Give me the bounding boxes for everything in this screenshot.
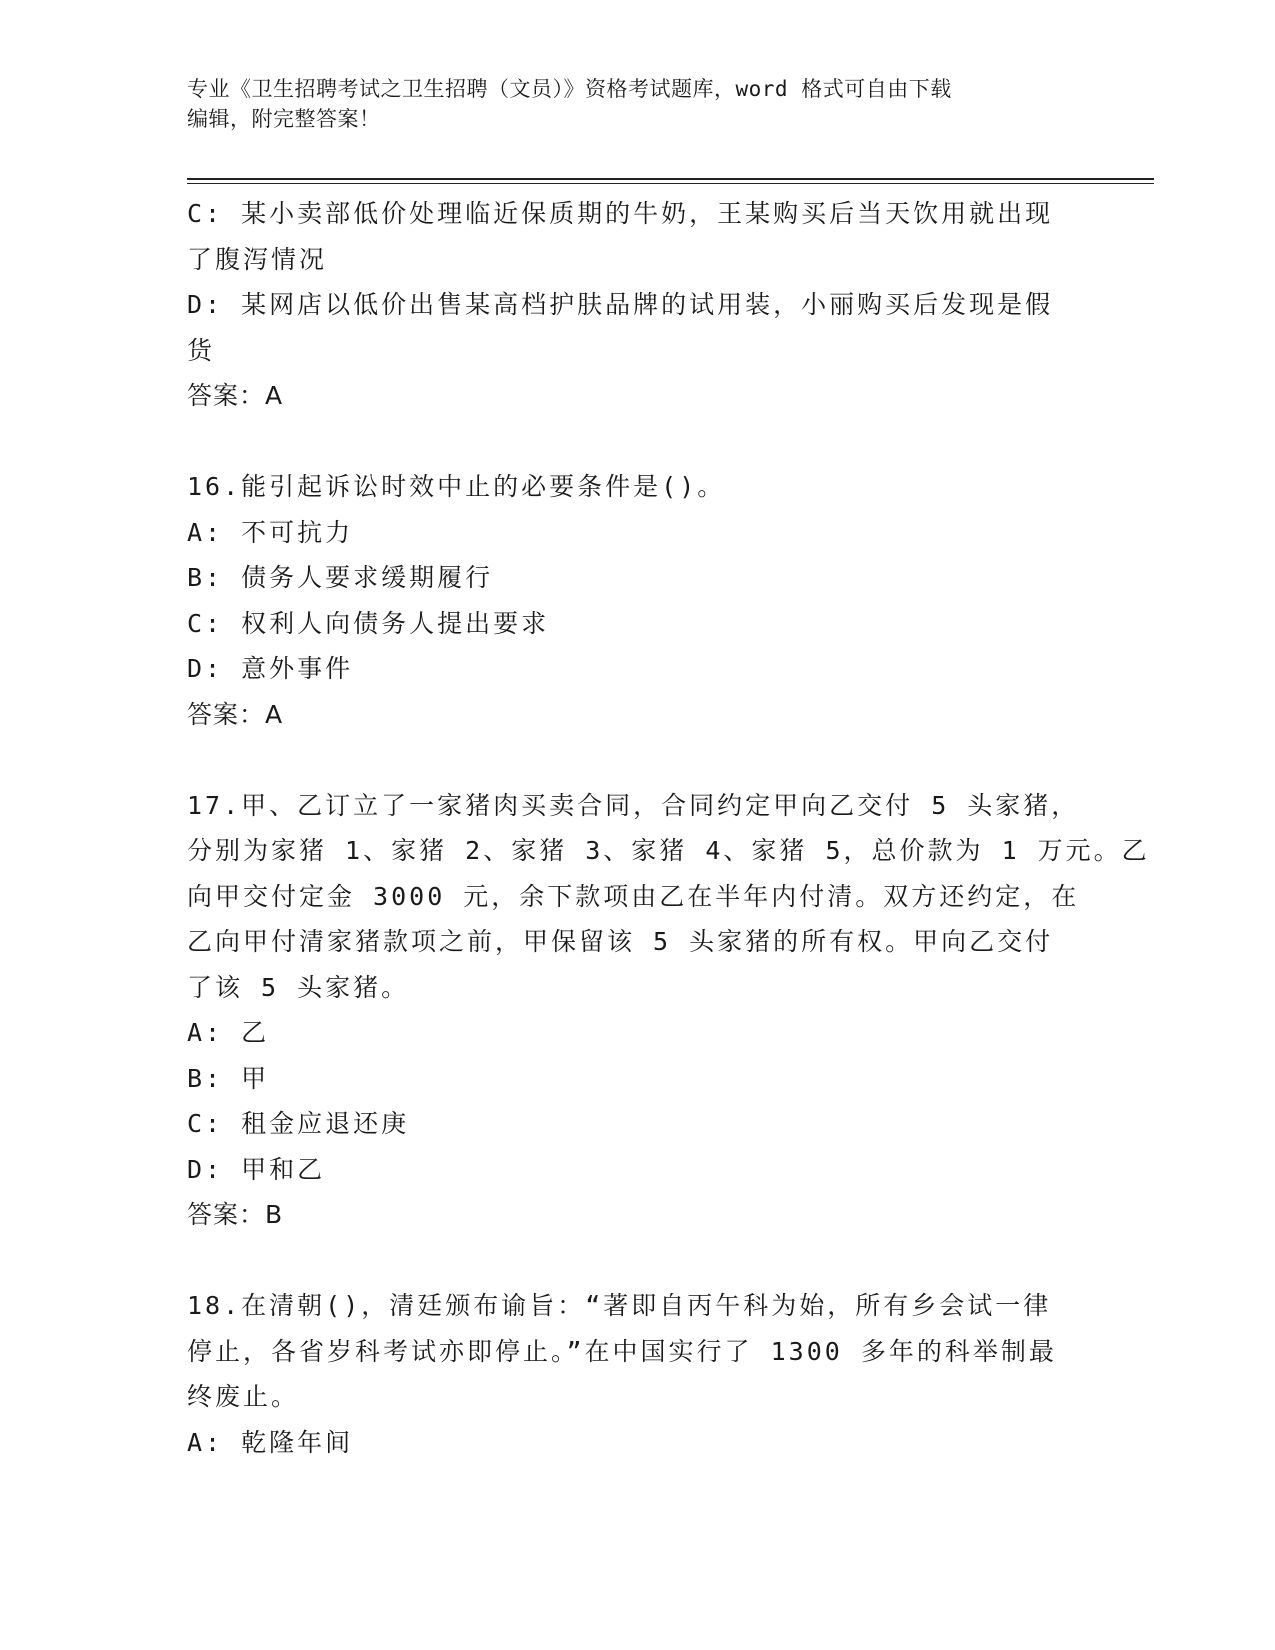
- option-c-line-1: C: 某小卖部低价处理临近保质期的牛奶，王某购买后当天饮用就出现: [187, 199, 1054, 228]
- question-17-option-d: D: 甲和乙: [187, 1154, 326, 1184]
- question-16-answer: 答案：A: [187, 699, 284, 729]
- spacer: [187, 419, 1087, 465]
- question-17-stem-3: 向甲交付定金 3000 元，余下款项由乙在半年内付清。双方还约定，在: [187, 881, 1080, 911]
- spacer: [187, 1238, 1087, 1284]
- question-16-stem: 16.能引起诉讼时效中止的必要条件是()。: [187, 472, 726, 501]
- option-c-line-2: 了腹泻情况: [187, 244, 328, 274]
- question-17-stem-1: 17.甲、乙订立了一家猪肉买卖合同，合同约定甲向乙交付 5 头家猪，: [187, 790, 1080, 820]
- question-17-option-a: A: 乙: [187, 1018, 270, 1047]
- question-17-option-b: B: 甲: [187, 1063, 270, 1093]
- option-d-line-1: D: 某网店以低价出售某高档护肤品牌的试用装，小丽购买后发现是假: [187, 290, 1054, 319]
- spacer: [187, 737, 1087, 783]
- page-header: [187, 74, 1087, 134]
- document-body: [187, 191, 1150, 1465]
- header-line-1: 专业《卫生招聘考试之卫生招聘（文员）》资格考试题库，word 格式可自由下载: [187, 77, 952, 101]
- answer-prev: 答案：A: [187, 381, 284, 410]
- question-16-option-d: D: 意外事件: [187, 654, 354, 683]
- question-16-option-a: A: 不可抗力: [187, 517, 354, 547]
- question-18-stem-3: 终废止。: [187, 1382, 300, 1411]
- question-18-stem-2: 停止，各省岁科考试亦即停止。”在中国实行了 1300 多年的科举制最: [187, 1336, 1057, 1366]
- header-divider-thin: [187, 183, 1154, 184]
- header-line-2: 编辑，附完整答案！: [187, 107, 381, 131]
- question-17-stem-5: 了该 5 头家猪。: [187, 972, 410, 1002]
- question-17-stem-2: 分别为家猪 1、家猪 2、家猪 3、家猪 4、家猪 5，总价款为 1 万元。乙: [187, 836, 1150, 865]
- question-16-option-c: C: 权利人向债务人提出要求: [187, 608, 550, 638]
- header-divider-thick: [187, 178, 1154, 180]
- question-16-option-b: B: 债务人要求缓期履行: [187, 563, 494, 592]
- option-d-line-2: 货: [187, 335, 216, 365]
- question-17-option-c: C: 租金应退还庚: [187, 1109, 410, 1138]
- question-18-option-a: A: 乾隆年间: [187, 1427, 354, 1457]
- question-17-stem-4: 乙向甲付清家猪款项之前，甲保留该 5 头家猪的所有权。甲向乙交付: [187, 927, 1054, 956]
- question-17-answer: 答案：B: [187, 1200, 284, 1229]
- question-18-stem-1: 18.在清朝()，清廷颁布谕旨：“著即自丙午科为始，所有乡会试一律: [187, 1291, 1052, 1320]
